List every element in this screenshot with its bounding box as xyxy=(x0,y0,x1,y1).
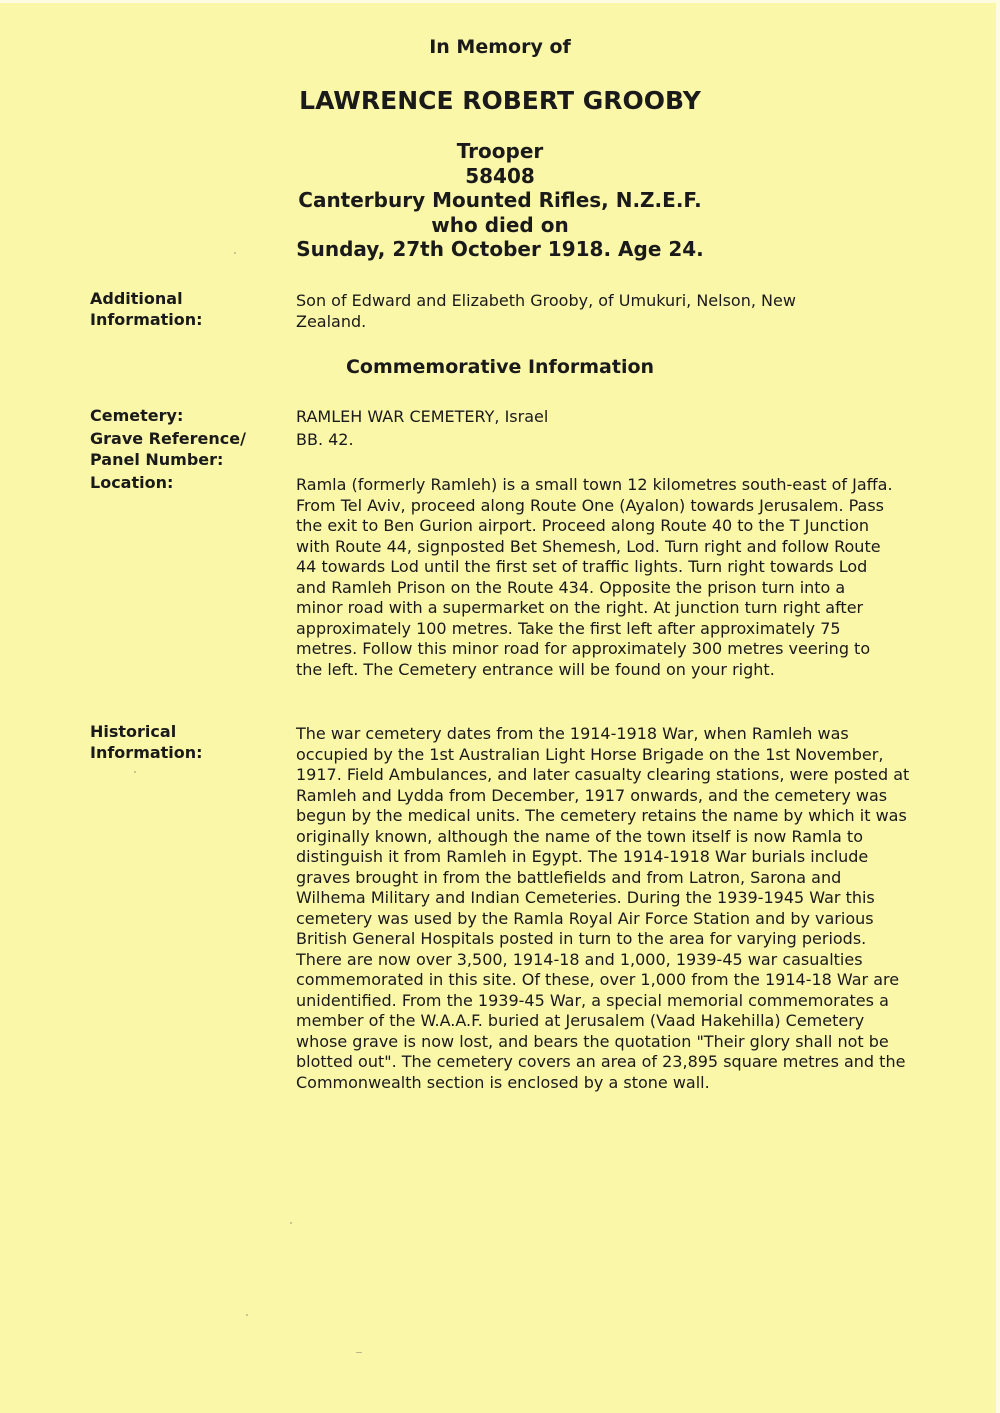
cemetery-value: RAMLEH WAR CEMETERY, Israel xyxy=(296,407,549,426)
death-date: Sunday, 27th October 1918. Age 24. xyxy=(296,237,704,261)
additional-info-label: Additional Information: xyxy=(90,289,203,329)
cemetery-label: Cemetery: xyxy=(90,406,184,425)
location-label: Location: xyxy=(90,473,174,492)
died-on-text: who died on xyxy=(431,212,569,237)
rank: Trooper xyxy=(456,139,544,163)
service-number: 58408 xyxy=(465,163,535,188)
grave-reference-label: Grave Reference/ Panel Number: xyxy=(90,429,246,469)
scan-speck xyxy=(246,1314,248,1316)
in-memory-heading: In Memory of xyxy=(429,36,571,58)
commemorative-heading: Commemorative Information xyxy=(345,356,655,378)
unit: Canterbury Mounted Rifles, N.Z.E.F. xyxy=(298,188,702,212)
scan-speck xyxy=(356,1352,362,1353)
location-text: Ramla (formerly Ramleh) is a small town 12 kilometres south-east of Jaffa. From Tel Aviv, proceed along Route One (Ayalon) towards Jerusalem. Pass the exit to Ben Gurion airport. Proceed along Route 40 to the T Junction with Route 44, signposted Bet Shemesh, Lod. Turn right and follow Route 44 towards Lod until the first set of traffic lights. Turn right towards Lod and Ramleh Prison on the Route 434. Opposite the prison turn into a minor road with a supermarket on the right. At junction turn right after approximately 100 metres. Take the first left after approximately 75 metres. Follow this minor road for approximately 300 metres veering to the left. The Cemetery entrance will be found on your right. xyxy=(296,475,893,679)
page-edge-top xyxy=(0,0,1000,3)
historical-info-text: The war cemetery dates from the 1914-1918 War, when Ramleh was occupied by the 1st Australian Light Horse Brigade on the 1st November, 1917. Field Ambulances, and later casualty clearing stations, were posted at Ramleh and Lydda from December, 1917 onwards, and the cemetery was begun by the medical units. The cemetery retains the name by which it was originally known, although the name of the town itself is now Ramla to distinguish it from Ramleh in Egypt. The 1914-1918 War burials include graves brought in from the battlefields and from Latron, Sarona and Wilhema Military and Indian Cemeteries. During the 1939-1945 War this cemetery was used by the Ramla Royal Air Force Station and by various British General Hospitals posted in turn to the area for varying periods. There are now over 3,500, 1914-18 and 1,000, 1939-45 war casualties commemorated in this site. Of these, over 1,000 from the 1914-18 War are unidentified. From the 1939-45 War, a special memorial commemorates a member of the W.A.A.F. buried at Jerusalem (Vaad Hakehilla) Cemetery whose grave is now lost, and bears the quotation "Their glory shall not be blotted out". The cemetery covers an area of 23,895 square metres and the Commonwealth section is enclosed by a stone wall. xyxy=(296,724,910,1092)
additional-info-text: Son of Edward and Elizabeth Grooby, of Umukuri, Nelson, New Zealand. xyxy=(296,291,796,331)
soldier-name: LAWRENCE ROBERT GROOBY xyxy=(299,86,701,115)
scan-speck xyxy=(134,771,136,773)
service-details xyxy=(0,139,1000,262)
historical-info-label: Historical Information: xyxy=(90,722,203,762)
scan-speck xyxy=(290,1222,292,1224)
grave-reference-value: BB. 42. xyxy=(296,430,354,449)
scan-speck xyxy=(234,252,236,254)
